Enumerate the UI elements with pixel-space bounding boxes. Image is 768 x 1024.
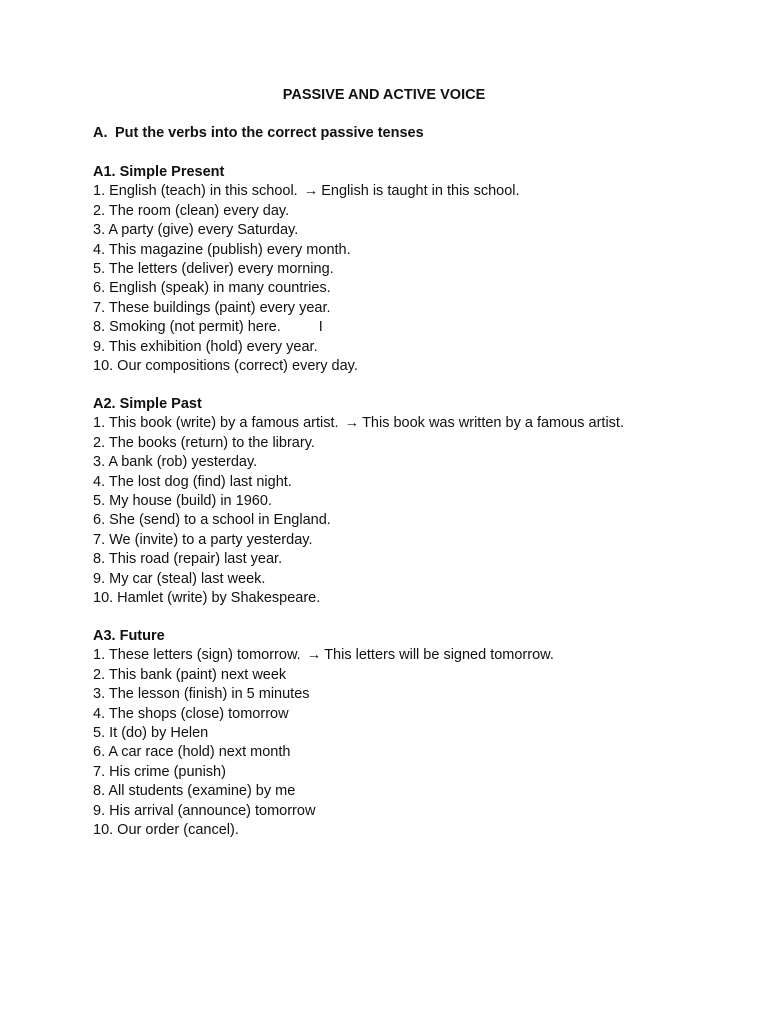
exercise-instruction [93,124,424,143]
exercise-item [93,299,520,318]
exercise-text: 5. My house (build) in 1960. [93,493,272,510]
exercise-text: 6. A car race (hold) next month [93,744,291,761]
arrow-icon: → [344,415,360,432]
exercise-text: 6. She (send) to a school in England. [93,512,331,529]
exercise-item [93,241,520,260]
document-title: PASSIVE AND ACTIVE VOICE [282,87,486,103]
exercise-item [93,202,520,221]
exercise-item [93,685,554,704]
exercise-text: 10. Hamlet (write) by Shakespeare. [93,590,321,607]
exercise-item [93,260,520,279]
exercise-item [93,473,624,492]
exercise-text: 8. All students (examine) by me [93,783,296,800]
exercise-text: 5. The letters (deliver) every morning. [93,261,334,278]
exercise-text: 9. My car (steal) last week. [93,570,266,587]
exercise-item [93,434,624,453]
example-answer: This book was written by a famous artist. [362,415,624,432]
section-heading: A1. Simple Present [93,164,225,180]
exercise-text: 1. These letters (sign) tomorrow. [93,647,301,664]
exercise-text: 3. A party (give) every Saturday. [93,222,299,239]
exercise-text: 7. These buildings (paint) every year. [93,299,331,316]
exercise-item [93,357,520,376]
exercise-item [93,705,554,724]
exercise-item [93,570,624,589]
exercise-text: 10. Our order (cancel). [93,822,239,839]
exercise-item [93,666,554,685]
arrow-icon: → [306,647,322,664]
example-answer: English is taught in this school. [321,183,520,200]
exercise-item [93,782,554,801]
exercise-item [93,550,624,569]
exercise-text: 3. A bank (rob) yesterday. [93,454,258,471]
instruction-letter: A. [93,125,108,141]
exercise-text: 7. We (invite) to a party yesterday. [93,531,313,548]
exercise-text: 8. This road (repair) last year. [93,551,283,568]
exercise-text: 4. The shops (close) tomorrow [93,705,289,722]
exercise-item [93,743,554,762]
exercise-text: 2. The room (clean) every day. [93,202,290,219]
exercise-item [93,646,554,665]
exercise-item [93,453,624,472]
exercise-item [93,511,624,530]
section-simple-present [93,163,520,376]
exercise-item [93,414,624,433]
exercise-text: 5. It (do) by Helen [93,725,209,742]
section-future [93,627,554,840]
exercise-text: 1. This book (write) by a famous artist. [93,415,339,432]
arrow-icon: → [303,183,319,200]
example-answer: This letters will be signed tomorrow. [324,647,554,664]
exercise-text: 4. The lost dog (find) last night. [93,473,292,490]
exercise-text: 9. This exhibition (hold) every year. [93,338,318,355]
exercise-text: 8. Smoking (not permit) here. [93,319,281,336]
exercise-text: 4. This magazine (publish) every month. [93,241,351,258]
exercise-item [93,589,624,608]
exercise-text: 1. English (teach) in this school. [93,183,298,200]
exercise-text: 2. The books (return) to the library. [93,434,315,451]
exercise-item [93,802,554,821]
exercise-text: 7. His crime (punish) [93,763,226,780]
exercise-text: 2. This bank (paint) next week [93,666,287,683]
exercise-item [93,338,520,357]
exercise-item [93,724,554,743]
exercise-item [93,763,554,782]
section-heading: A3. Future [93,628,165,644]
exercise-item [93,221,520,240]
exercise-item [93,182,520,201]
instruction-text: Put the verbs into the correct passive tenses [115,125,424,141]
exercise-text: 3. The lesson (finish) in 5 minutes [93,686,310,703]
section-heading: A2. Simple Past [93,396,202,412]
exercise-item [93,492,624,511]
exercise-item [93,279,520,298]
exercise-text: 10. Our compositions (correct) every day. [93,358,358,375]
stray-mark: I [318,319,323,336]
exercise-text: 6. English (speak) in many countries. [93,280,331,297]
exercise-item [93,318,520,337]
section-simple-past [93,395,624,608]
exercise-text: 9. His arrival (announce) tomorrow [93,802,316,819]
exercise-item [93,531,624,550]
exercise-item [93,821,554,840]
